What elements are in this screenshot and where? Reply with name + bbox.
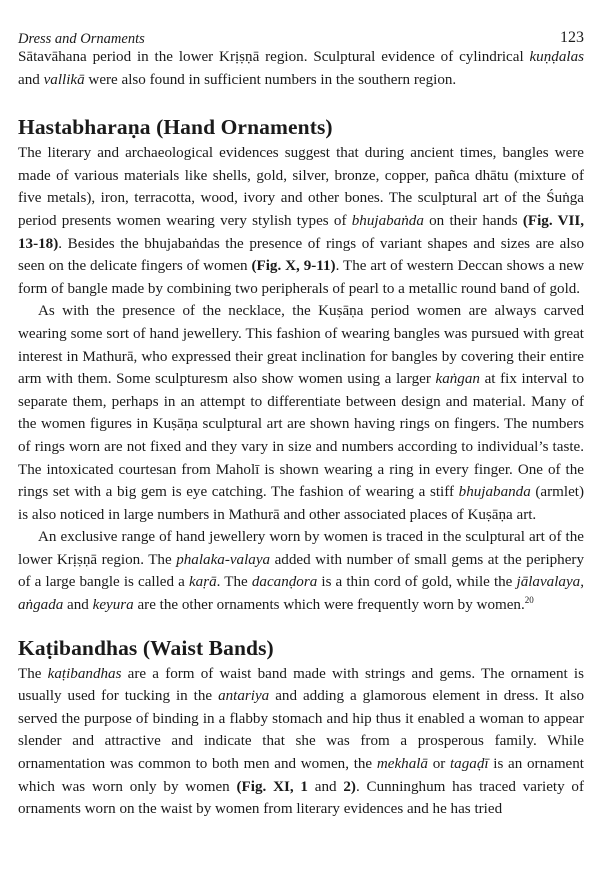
italic-term: phalaka-valaya [176,551,271,568]
text-run: or [427,756,450,773]
paragraph-waist-bands [18,663,584,821]
running-head-title: Dress and Ornaments [18,31,145,47]
text-run: were also found in sufficient numbers in the southern region. [84,71,457,88]
italic-term: mekhalā [376,756,428,773]
italic-term: vallikā [43,71,85,88]
paragraph-krishna-region-jewellery [18,526,584,616]
text-run: An exclusive range of hand jewellery worn by women is traced in the sculptural art of the lower Krịṣṇā region. The [18,529,584,568]
text-run: and [307,778,344,795]
text-run: (armlet) is also noticed in large numbers in Mathurā and other associated places of Kuṣāṇa art. [18,484,584,523]
text-run: and [63,597,93,614]
text-run: is an ornament which was worn only by women [18,756,584,795]
figure-reference: (Fig. VII, 13-18) [18,212,585,252]
text-run: . The [216,574,252,591]
footnote-marker: 20 [524,595,534,606]
page-number: 123 [560,29,584,46]
text-run: is a thin cord of gold, while the [317,574,517,591]
text-run: are the other ornaments which were frequently worn by women. [133,597,525,614]
figure-reference: (Fig. X, 9-11) [251,258,336,275]
figure-reference: 2) [343,778,356,795]
text-run: Sātavāhana period in the lower Krịṣṇā region. Sculptural evidence of cylindrical [18,49,530,65]
italic-term: bhujabanda [458,484,531,501]
text-run: . The art of western Deccan shows a new form of bangle made by combining two peripherals of pearl to a metallic round band of gold. [18,258,584,297]
figure-reference: (Fig. XI, 1 [236,778,308,795]
text-run: at fix interval to separate them, perhaps in an attempt to differentiate between design and material. Many of the women figures in Kuṣāṇa sculptural art are shown having rings on fingers. The numbers of rings worn are not fixed and they vary in size and numbers according to individual’s taste. The intoxicated courtesan from Maholī is shown wearing a ring in every finger. One of the rings set with a big gem is eye catching. The fashion of wearing a stiff [18,371,584,501]
text-run: and [18,71,44,88]
text-run: . Cunninghum has traced variety of ornaments worn on the waist by women from literary evidences and he has tried [18,778,585,818]
text-run: The [18,665,48,682]
italic-term: kaṛā [188,574,217,591]
italic-term: antariya [218,688,270,705]
section-heading-hastabharana: Hastabharaṇa (Hand Ornaments) [18,115,333,140]
paragraph-kusana-hand-jewellery [18,300,584,526]
italic-term: kaṅgan [435,371,480,388]
italic-term: dacanḍora [251,574,318,591]
text-run: added with number of small gems at the periphery of a large bangle is called a [18,551,584,591]
document-page [18,0,584,821]
italic-term: kuṇḍalas [529,49,584,65]
italic-term: keyura [92,597,134,614]
running-head [18,0,584,46]
italic-term: kaṭibandhas [47,665,122,682]
text-run: on their hands [423,212,523,229]
section-heading-katibandhas: Kaṭibandhas (Waist Bands) [18,635,274,660]
text-run: . Besides the bhujabaṅdas the presence of rings of variant shapes and sizes are also seen on the delicate fingers of women [18,235,584,275]
paragraph-bangle-materials [18,142,584,300]
italic-term: tagaḍī [449,756,489,773]
text-run: The literary and archaeological evidences suggest that during ancient times, bangles were made of various materials like shells, gold, silver, bronze, copper, pañca dhātu (mixture of five metals), iron, terracotta, wood, ivory and other bones. The sculptural art of the Śuṅga period presents women wearing very stylish types of [18,145,584,229]
italic-term: jālavalaya [516,574,581,591]
text-run: are a form of waist band made with strings and gems. The ornament is usually used for tucking in the [18,665,584,705]
text-run: and adding a glamorous element in dress. It also served the purpose of binding in a flabby stomach and hip thus it enabled a woman to appear slender and attractive and indicate that she was from a prosperous family. While ornamentation was common to both men and women, the [18,688,584,773]
text-run: , [580,574,584,591]
italic-term: bhujabaṅda [351,212,424,229]
paragraph-intro [18,46,584,91]
italic-term: aṅgada [18,597,64,614]
text-run: As with the presence of the necklace, the Kuṣāṇa period women are always carved wearing some sort of hand jewellery. This fashion of wearing bangles was pursued with great interest in Mathurā, who expressed their great inclination for bangles by covering their entire arm with them. Some sculpturesm also show women using a larger [18,303,584,388]
